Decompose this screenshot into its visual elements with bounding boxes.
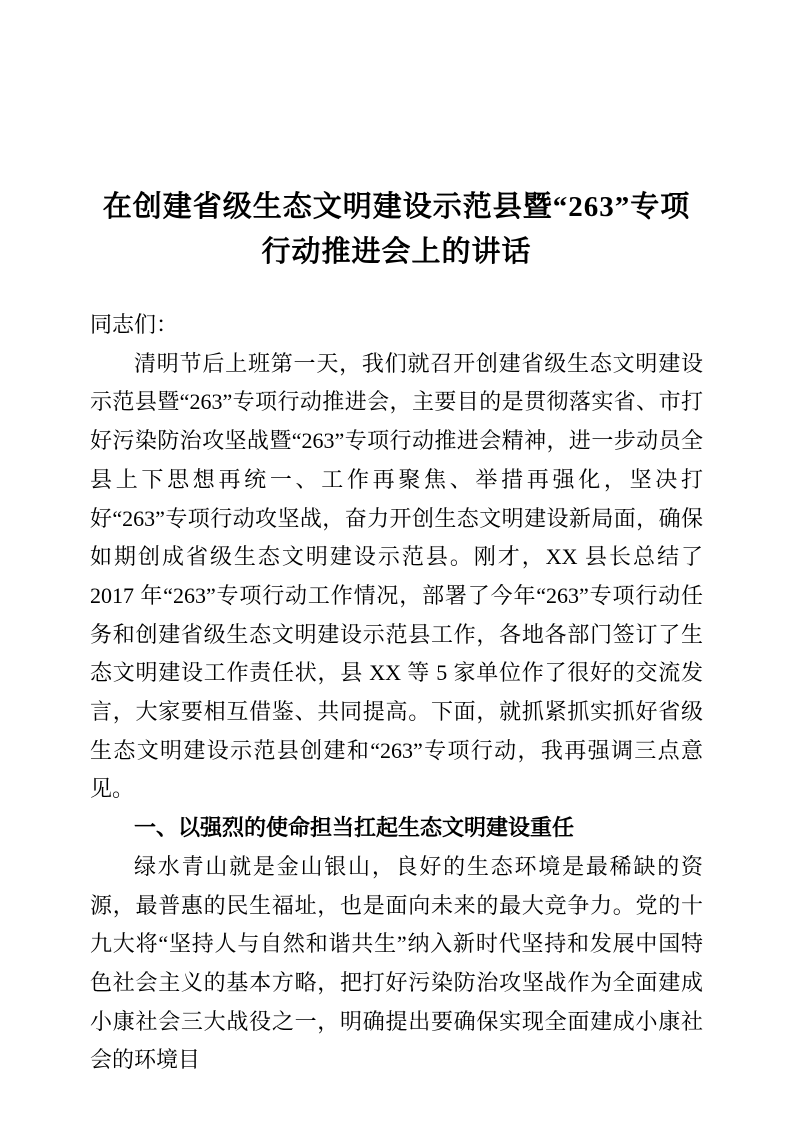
document-title-line-2: 行动推进会上的讲话 <box>261 236 532 268</box>
document-title-line-1: 在创建省级生态文明建设示范县暨“263”专项 <box>102 191 691 223</box>
paragraph-section-1: 绿水青山就是金山银山，良好的生态环境是最稀缺的资源，最普惠的民生福址，也是面向未来的最大竞争力。党的十九大将“坚持人与自然和谐共生”纳入新时代坚持和发展中国特色社会主义的基本方略，把打好污染防治攻坚战作为全面建成小康社会三大战役之一，明确提出要确保实现全面建成小康社会的环境目 <box>90 853 703 1073</box>
paragraph-opening: 清明节后上班第一天，我们就召开创建省级生态文明建设示范县暨“263”专项行动推进会，主要目的是贯彻落实省、市打好污染防治攻坚战暨“263”专项行动推进会精神，进一步动员全县上下思想再统一、工作再聚焦、举措再强化，坚决打好“263”专项行动攻坚战，奋力开创生态文明建设新局面，确保如期创成省级生态文明建设示范县。刚才，XX 县长总结了 2017 年“263”专项行动工作情况，部署了今年“263”专项行动任务和创建省级生态文明建设示范县工作，各地各部门签订了生态文明建设工作责任状，县 XX 等 5 家单位作了很好的交流发言，大家要相互借鉴、共同提高。下面，就抓紧抓实抓好省级生态文明建设示范县创建和“263”专项行动，我再强调三点意见。 <box>90 350 703 802</box>
salutation: 同志们： <box>90 312 179 337</box>
document-title <box>90 185 703 275</box>
document-body <box>90 306 703 1080</box>
section-heading-1: 一、以强烈的使命担当扛起生态文明建设重任 <box>134 815 575 841</box>
